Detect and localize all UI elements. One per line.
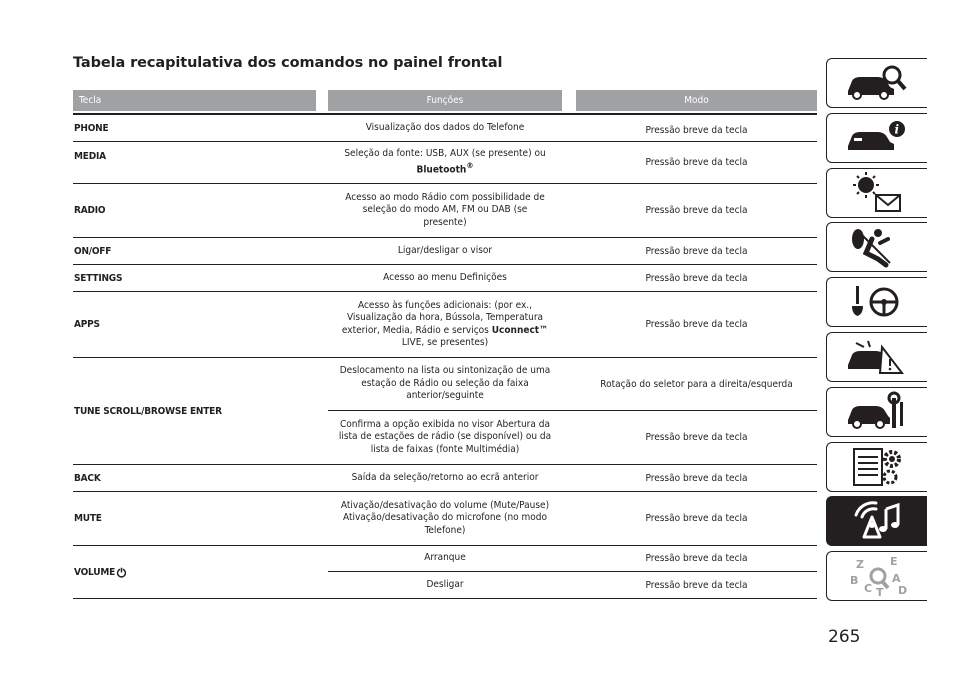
page-number: 265 (828, 627, 861, 647)
index-letter: E (890, 555, 898, 569)
key-settings: SETTINGS (74, 272, 123, 284)
mode-cell: Pressão breve da tecla (645, 157, 748, 168)
function-cell: Ligar/desligar o visor (397, 244, 493, 256)
function-cell: Desligar (426, 578, 464, 590)
mode-cell: Pressão breve da tecla (645, 272, 748, 284)
table-row (73, 465, 817, 492)
steering-wheel-key-icon (842, 280, 912, 324)
function-cell: Acesso ao menu Definições (383, 271, 507, 283)
power-icon (116, 567, 127, 578)
mode-cell: Rotação do seletor para a direita/esquerda (600, 378, 793, 390)
mode-cell: Pressão breve da tecla (645, 579, 748, 591)
mode-cell: Pressão breve da tecla (645, 553, 748, 564)
key-media: MEDIA (74, 151, 106, 162)
tab-safety[interactable] (826, 222, 927, 272)
function-cell: Acesso ao modo Rádio com possibilidade de seleção do modo AM, FM ou DAB (se presente) (345, 191, 545, 228)
tab-emergency[interactable] (826, 332, 927, 382)
table-row (73, 358, 817, 465)
function-cell: Ativação/desativação do volume (Mute/Pause) Ativação/desativação do microfone (no modo Telefone) (340, 499, 550, 536)
function-cell: Saída da seleção/retorno ao ecrã anterior (351, 471, 539, 483)
index-letter: Z (856, 558, 864, 572)
table-row (73, 184, 817, 238)
commands-table (73, 90, 817, 599)
header-funcoes: Funções (328, 90, 562, 111)
mode-cell: Pressão breve da tecla (645, 125, 748, 136)
mode-cell: Pressão breve da tecla (645, 472, 748, 484)
key-on-off: ON/OFF (74, 245, 112, 257)
table-row (73, 142, 817, 184)
spec-sheet-gear-icon (842, 445, 912, 489)
index-letter: T (876, 586, 884, 599)
function-cell: Seleção da fonte: USB, AUX (se presente) ou Bluetooth® (344, 147, 546, 176)
mode-cell: Pressão breve da tecla (645, 245, 748, 257)
table-row (73, 115, 817, 142)
header-modo: Modo (576, 90, 817, 111)
key-tune-scroll-browse-enter: TUNE SCROLL/BROWSE ENTER (74, 405, 222, 417)
header-tecla: Tecla (73, 90, 316, 111)
function-cell: Visualização dos dados do Telefone (365, 122, 525, 133)
index-letter: D (898, 584, 908, 598)
key-mute: MUTE (74, 513, 102, 524)
tab-service-maintenance[interactable] (826, 387, 927, 437)
function-cell: Confirma a opção exibida no visor Abertura da lista de estações de rádio (se disponível) ou da lista de faixas (fonte Multimédia) (338, 418, 552, 455)
mode-cell: Pressão breve da tecla (645, 319, 748, 330)
car-crash-warning-icon (842, 335, 912, 379)
key-radio: RADIO (74, 205, 106, 216)
key-back: BACK (74, 472, 101, 484)
key-apps: APPS (74, 319, 100, 330)
mode-cell: Pressão breve da tecla (645, 432, 748, 443)
function-cell: Deslocamento na lista ou sintonização de uma estação de Rádio ou seleção da faixa anterior/seguinte (339, 365, 551, 402)
table-header (73, 90, 817, 111)
table-row (73, 546, 817, 599)
function-cell: Acesso às funções adicionais: (por ex., Visualização da hora, Bússola, Temperatura exterior, Media, Rádio e serviços Uconnect™ LIVE, se presentes) (341, 299, 549, 348)
car-wrench-icon (842, 390, 912, 434)
light-message-icon (842, 171, 912, 215)
car-search-icon (842, 63, 912, 103)
key-volume: VOLUME (73, 546, 328, 598)
tab-starting-driving[interactable] (826, 277, 927, 327)
tab-index[interactable] (826, 551, 927, 601)
index-letter: B (850, 574, 859, 588)
index-letter: C (864, 582, 873, 596)
table-row (73, 238, 817, 265)
tab-car-info[interactable] (826, 113, 927, 163)
index-letter: A (892, 572, 901, 586)
mode-cell: Pressão breve da tecla (645, 513, 748, 524)
table-row (73, 292, 817, 358)
tab-car-search[interactable] (826, 58, 927, 108)
multimedia-music-icon (842, 499, 912, 543)
airbag-seat-icon (842, 225, 912, 269)
alphabet-index-icon (842, 554, 912, 598)
mode-cell: Pressão breve da tecla (645, 205, 748, 216)
car-info-icon (842, 118, 912, 158)
svg-text:i: i (894, 122, 900, 137)
table-row (73, 492, 817, 546)
tab-technical-specs[interactable] (826, 442, 927, 492)
tab-lights-messages[interactable] (826, 168, 927, 218)
function-cell: Arranque (424, 552, 466, 564)
tab-multimedia[interactable] (826, 496, 927, 546)
key-phone: PHONE (74, 123, 109, 134)
page-title: Tabela recapitulativa dos comandos no painel frontal (73, 55, 503, 71)
chapter-tabs (826, 58, 928, 606)
table-row (73, 265, 817, 292)
